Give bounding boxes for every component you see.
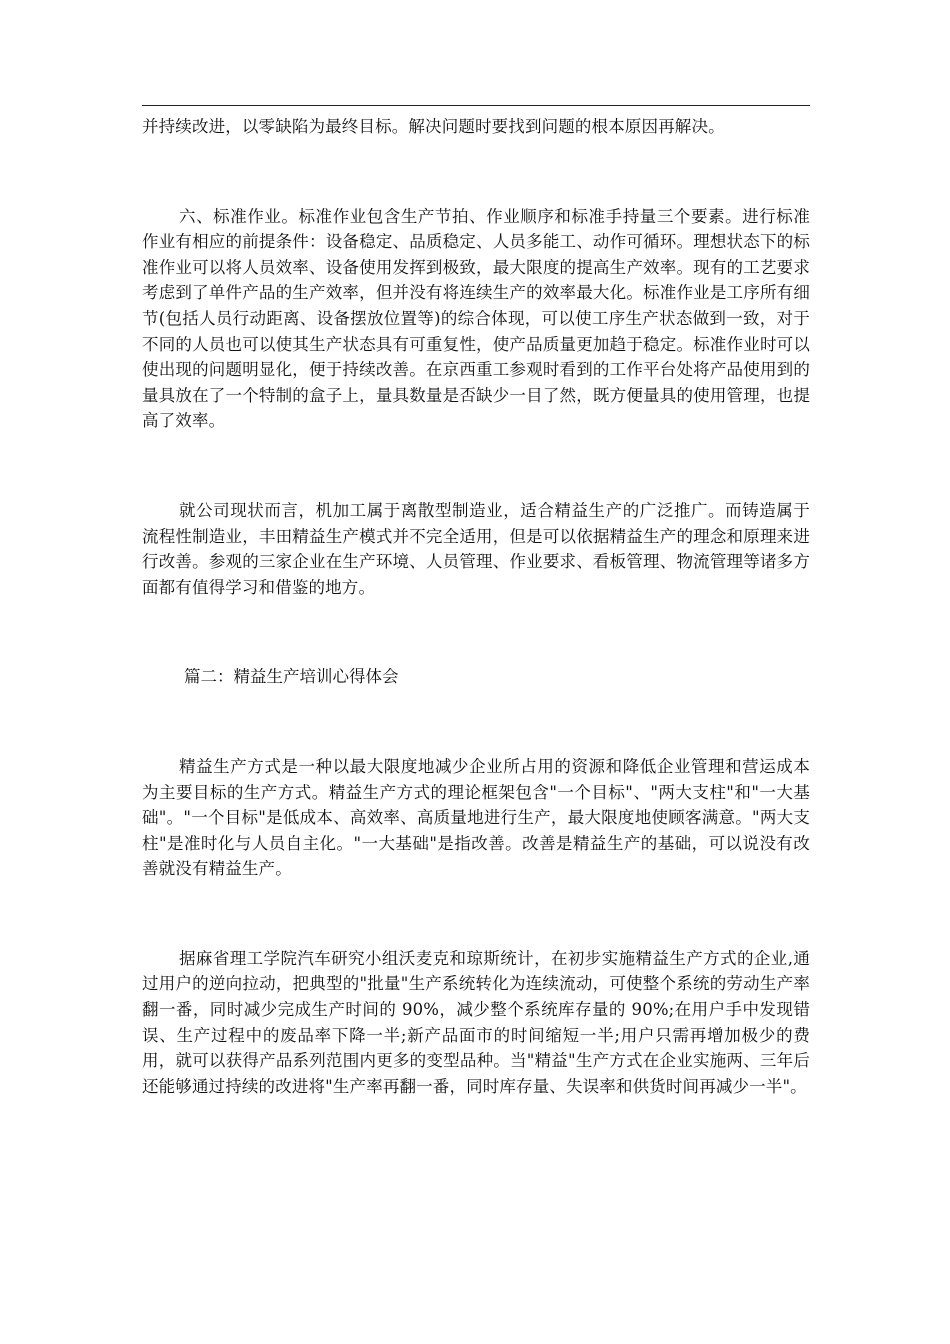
mit-statistics-paragraph: 据麻省理工学院汽车研究小组沃麦克和琼斯统计，在初步实施精益生产方式的企业,通过用户的逆向拉动，把典型的"批量"生产系统转化为连续流动，可使整个系统的劳动生产率翻一番，同时减少完成生产时间的 90%，减少整个系统库存量的 90%;在用户手中发现错误、生产过程中的废品率下降一半;新产品面市的时间缩短一半;用户只需再增加极少的费用，就可以获得产品系列范围内更多的变型品种。当"精益"生产方式在企业实施两、三年后还能够通过持续的改进将"生产率再翻一番，同时库存量、失误率和供货时间再减少一半"。	[142, 948, 810, 1096]
document-body	[142, 114, 810, 1099]
header-rule	[142, 105, 810, 106]
section-six-paragraph: 六、标准作业。标准作业包含生产节拍、作业顺序和标准手持量三个要素。进行标准作业有相应的前提条件：设备稳定、品质稳定、人员多能工、动作可循环。理想状态下的标准作业可以将人员效率、设备使用发挥到极致，最大限度的提高生产效率。现有的工艺要求考虑到了单件产品的生产效率，但并没有将连续生产的效率最大化。标准作业是工序所有细节(包括人员行动距离、设备摆放位置等)的综合体现，可以使工序生产状态做到一致，对于不同的人员也可以使其生产状态具有可重复性，使产品质量更加趋于稳定。标准作业时可以使出现的问题明显化，便于持续改善。在京西重工参观时看到的工作平台处将产品使用到的量具放在了一个特制的盒子上，量具数量是否缺少一目了然，既方便量具的使用管理，也提高了效率。	[142, 206, 810, 431]
company-status-paragraph: 就公司现状而言，机加工属于离散型制造业，适合精益生产的广泛推广。而铸造属于流程性制造业，丰田精益生产模式并不完全适用，但是可以依据精益生产的理念和原理来进行改善。参观的三家企业在生产环境、人员管理、作业要求、看板管理、物流管理等诸多方面都有值得学习和借鉴的地方。	[142, 500, 810, 597]
part-two-heading: 篇二：精益生产培训心得体会	[184, 667, 399, 687]
continuation-paragraph: 并持续改进，以零缺陷为最终目标。解决问题时要找到问题的根本原因再解决。	[142, 117, 725, 136]
lean-definition-paragraph: 精益生产方式是一种以最大限度地减少企业所占用的资源和降低企业管理和营运成本为主要目标的生产方式。精益生产方式的理论框架包含"一个目标"、"两大支柱"和"一大基础"。"一个目标"是低成本、高效率、高质量地进行生产，最大限度地使顾客满意。"两大支柱"是准时化与人员自主化。"一大基础"是指改善。改善是精益生产的基础，可以说没有改善就没有精益生产。	[142, 756, 810, 879]
